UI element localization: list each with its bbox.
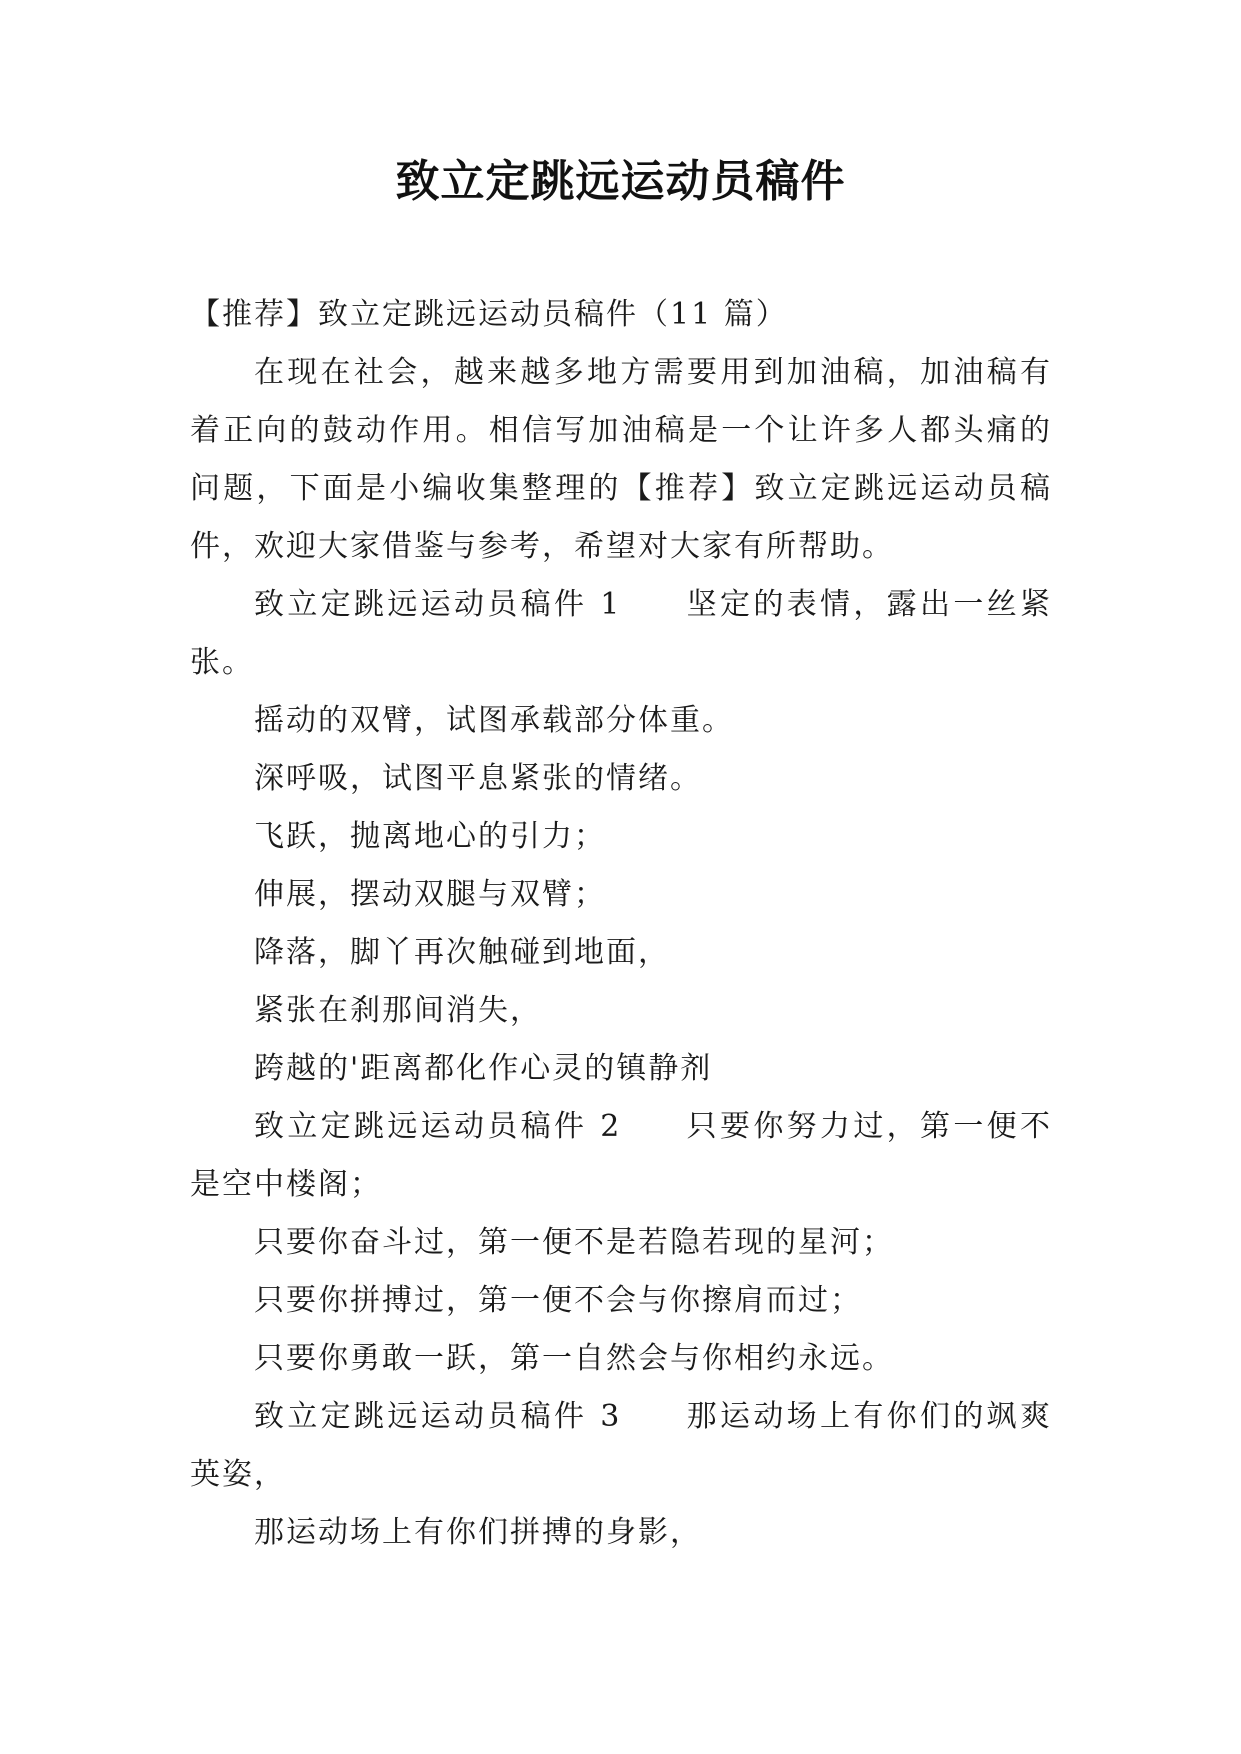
section-1-line: 紧张在刹那间消失， [254, 993, 542, 1028]
section-1-line: 飞跃，抛离地心的引力； [254, 819, 606, 854]
section-3-heading: 致立定跳远运动员稿件 3 [254, 1399, 622, 1434]
section-2-opening [190, 1098, 1052, 1214]
section-3-line: 那运动场上有你们拼搏的身影， [254, 1515, 702, 1550]
section-3-first-line: 那运动场上有你们的飒爽英姿， [190, 1399, 1052, 1492]
section-2-first-line: 只要你努力过，第一便不是空中楼阁； [190, 1109, 1052, 1202]
document-title: 致立定跳远运动员稿件 [395, 156, 846, 207]
section-2-line: 只要你拼搏过，第一便不会与你擦肩而过； [254, 1283, 862, 1318]
section-1-line: 深呼吸，试图平息紧张的情绪。 [254, 761, 702, 796]
section-2-line: 只要你勇敢一跃，第一自然会与你相约永远。 [254, 1341, 894, 1376]
section-1-opening [190, 576, 1052, 692]
document-body [190, 286, 1052, 1562]
section-2-line: 只要你奋斗过，第一便不是若隐若现的星河； [254, 1225, 894, 1260]
section-1-line: 摇动的双臂，试图承载部分体重。 [254, 703, 734, 738]
section-2-heading: 致立定跳远运动员稿件 2 [254, 1109, 622, 1144]
document-subtitle: 【推荐】致立定跳远运动员稿件（11 篇） [190, 297, 788, 332]
section-1-first-line: 坚定的表情，露出一丝紧张。 [190, 587, 1052, 680]
section-3-opening [190, 1388, 1052, 1504]
section-1-line: 跨越的'距离都化作心灵的镇静剂 [254, 1051, 713, 1086]
section-1-line: 伸展，摆动双腿与双臂； [254, 877, 606, 912]
section-1-heading: 致立定跳远运动员稿件 1 [254, 587, 622, 622]
intro-paragraph: 在现在社会，越来越多地方需要用到加油稿，加油稿有着正向的鼓动作用。相信写加油稿是一个让许多人都头痛的问题，下面是小编收集整理的【推荐】致立定跳远运动员稿件，欢迎大家借鉴与参考，希望对大家有所帮助。 [190, 355, 1052, 564]
section-1-line: 降落，脚丫再次触碰到地面， [254, 935, 670, 970]
